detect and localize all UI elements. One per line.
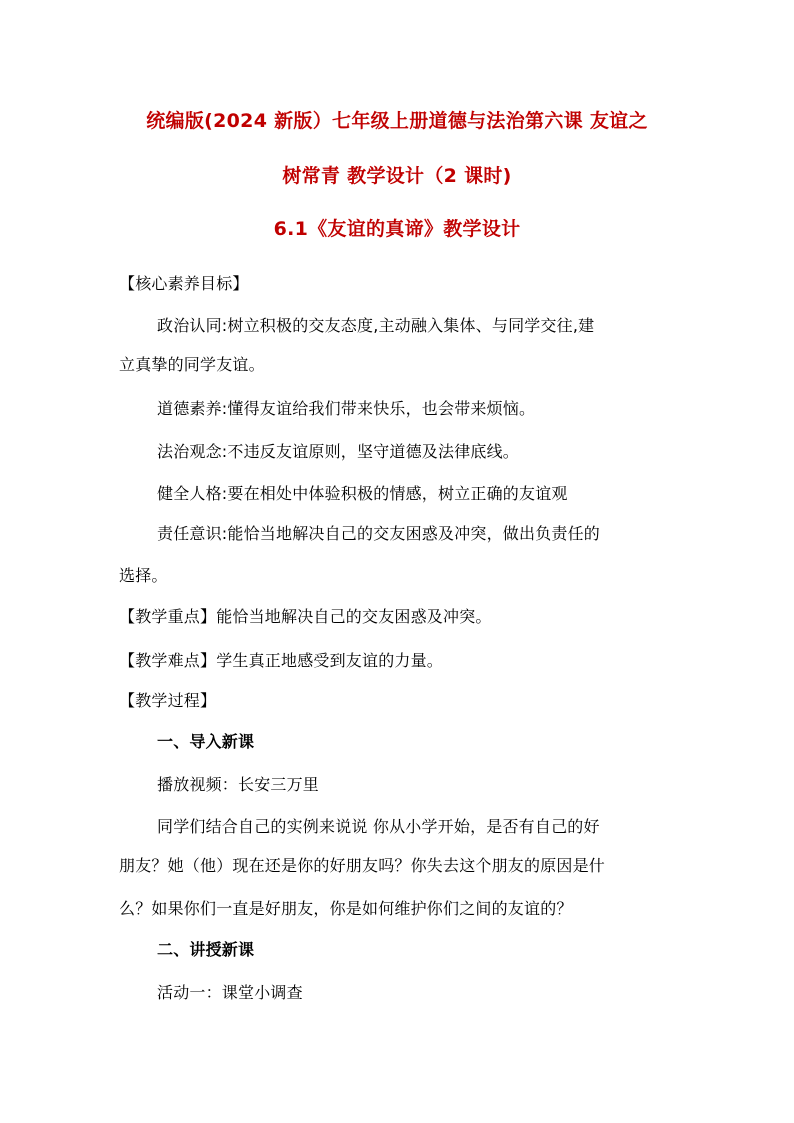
document-title-line-2: 树常青 教学设计（2 课时) — [282, 165, 512, 187]
goal-moral: 道德素养:懂得友谊给我们带来快乐，也会带来烦恼。 — [157, 399, 536, 418]
section1-question-line-3: 么？如果你们一直是好朋友，你是如何维护你们之间的友谊的？ — [119, 899, 573, 918]
key-point: 【教学重点】能恰当地解决自己的交友困惑及冲突。 — [119, 607, 492, 626]
section2-heading: 二、讲授新课 — [157, 940, 255, 959]
section1-heading: 一、导入新课 — [157, 732, 255, 751]
goal-responsibility-line-1: 责任意识:能恰当地解决自己的交友困惑及冲突，做出负责任的 — [157, 524, 600, 543]
section1-question-line-2: 朋友？她（他）现在还是你的好朋友吗？你失去这个朋友的原因是什 — [119, 856, 606, 875]
goal-political-line-1: 政治认同:树立积极的交友态度,主动融入集体、与同学交往,建 — [157, 316, 595, 335]
goal-responsibility-line-2: 选择。 — [119, 566, 168, 585]
process-heading: 【教学过程】 — [119, 691, 217, 710]
section1-video: 播放视频：长安三万里 — [157, 775, 320, 794]
document-title-line-1: 统编版(2024 新版）七年级上册道德与法治第六课 友谊之 — [146, 110, 648, 132]
document-subtitle: 6.1《友谊的真谛》教学设计 — [273, 218, 521, 240]
goal-political-line-2: 立真挚的同学友谊。 — [119, 355, 265, 374]
goal-personality: 健全人格:要在相处中体验积极的情感，树立正确的友谊观 — [157, 484, 568, 503]
goal-law: 法治观念:不违反友谊原则，坚守道德及法律底线。 — [157, 442, 519, 461]
section1-question-line-1: 同学们结合自己的实例来说说 你从小学开始，是否有自己的好 — [157, 817, 600, 836]
activity1: 活动一：课堂小调查 — [157, 983, 303, 1002]
difficult-point: 【教学难点】学生真正地感受到友谊的力量。 — [119, 651, 444, 670]
core-goals-heading: 【核心素养目标】 — [119, 274, 249, 293]
